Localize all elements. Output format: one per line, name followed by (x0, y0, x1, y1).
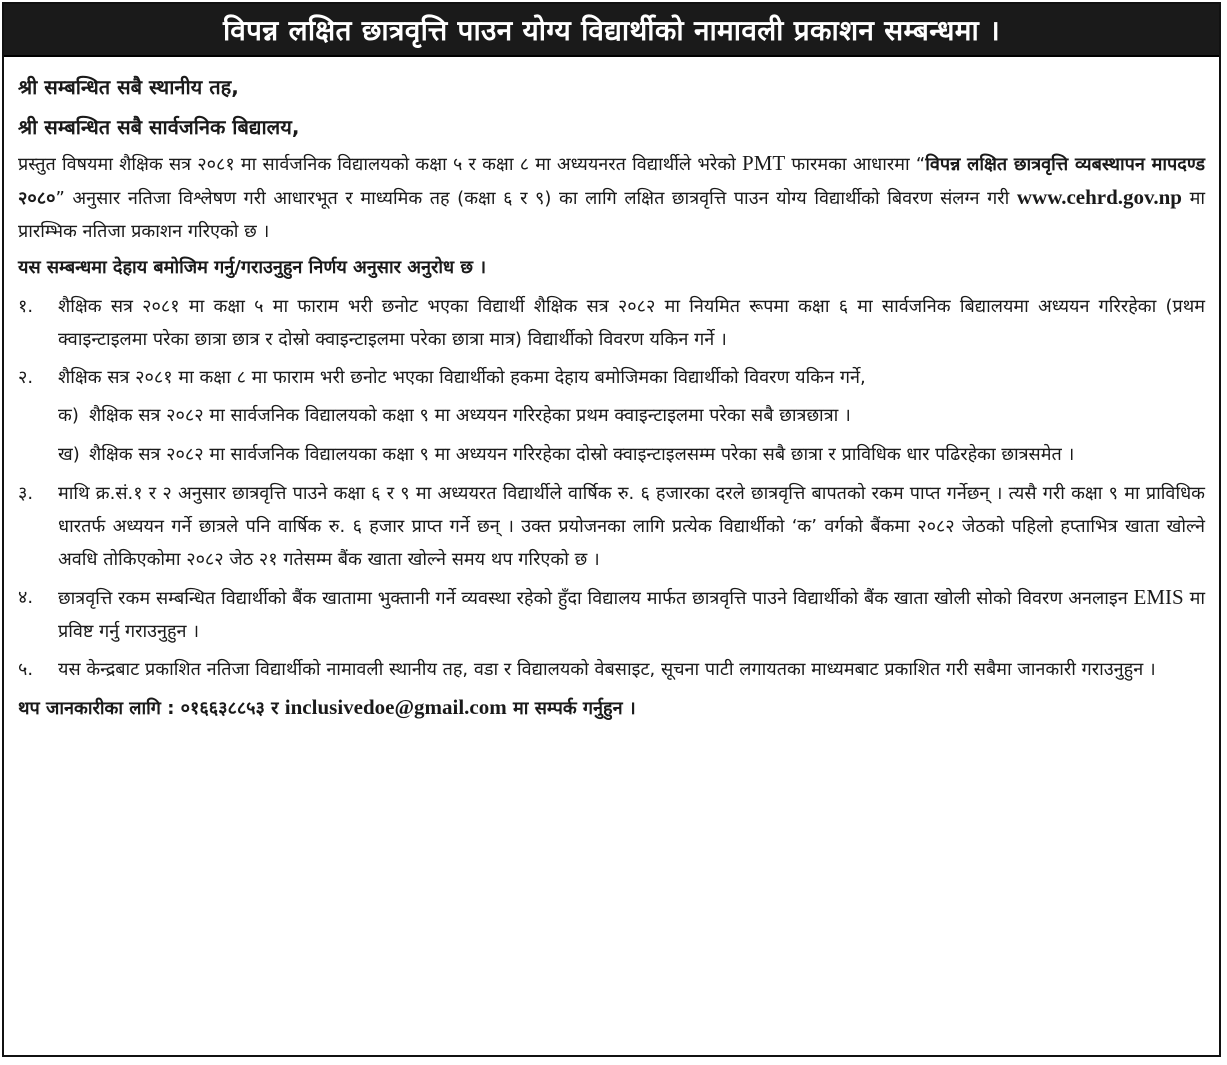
contact-footer (18, 691, 1205, 725)
list-item-5 (18, 653, 1205, 686)
item-number: ३. (18, 483, 34, 504)
item-number: २. (18, 367, 34, 388)
item-number: १. (18, 296, 34, 317)
list-item-3 (18, 477, 1205, 576)
intro-text-2: फारमका आधारमा “ (785, 154, 926, 175)
sub-item-number: ख) (58, 444, 80, 465)
list-item-4 (18, 581, 1205, 648)
list-item-1 (18, 290, 1205, 356)
intro-text-1: प्रस्तुत विषयमा शैक्षिक सत्र २०८१ मा सार्वजनिक विद्यालयको कक्षा ५ र कक्षा ८ मा अध्ययनरत विद्यार्थीले भरेको (18, 154, 743, 175)
item-text-part-2: मा प्रविष्ट गर्नु गराउनुहुन । (58, 588, 1206, 642)
sub-item-text: शैक्षिक सत्र २०८२ मा सार्वजनिक विद्यालयको कक्षा ९ मा अध्ययन गरिरहेका प्रथम क्वाइन्टाइलमा परेका सबै छात्रछात्रा । (89, 405, 851, 426)
notice-document (2, 2, 1221, 1057)
addressee-local-levels: श्री सम्बन्धित सबै स्थानीय तह, (18, 75, 239, 99)
contact-label: थप जानकारीका लागि : ०१६६३८८५३ र (18, 698, 285, 719)
intro-text-4: मा प्रारम्भिक नतिजा प्रकाशन गरिएको छ । (18, 188, 1205, 242)
item-number: ५. (18, 659, 34, 680)
notice-title: विपन्न लक्षित छात्रवृत्ति पाउन योग्य विद्यार्थीको नामावली प्रकाशन सम्बन्धमा । (4, 4, 1219, 57)
item-text (58, 581, 1205, 648)
sub-item-text: शैक्षिक सत्र २०८२ मा सार्वजनिक विद्यालयका कक्षा ९ मा अध्ययन गरिरहेका दोस्रो क्वाइन्टाइलसम्म परेका सबै छात्रा र प्राविधिक धार पढिरहेका छात्रसमेत । (89, 444, 1075, 465)
request-line: यस सम्बन्धमा देहाय बमोजिम गर्नु/गराउनुहुन निर्णय अनुसार अनुरोध छ । (18, 257, 487, 278)
sub-item-kha (58, 438, 1205, 471)
addressee-schools: श्री सम्बन्धित सबै सार्वजनिक बिद्यालय, (18, 115, 300, 139)
intro-paragraph (18, 147, 1205, 248)
contact-email[interactable]: inclusivedoe@gmail.com (284, 695, 507, 719)
website-link[interactable]: www.cehrd.gov.np (1016, 185, 1182, 209)
sub-item-ka (58, 399, 1205, 432)
contact-suffix: मा सम्पर्क गर्नुहुन । (506, 698, 636, 719)
item-text: शैक्षिक सत्र २०८१ मा कक्षा ८ मा फाराम भरी छनोट भएका विद्यार्थीको हकमा देहाय बमोजिमका विद्यार्थीको विवरण यकिन गर्ने, (58, 367, 866, 388)
item-text-part-1: छात्रवृत्ति रकम सम्बन्धित विद्यार्थीको बैंक खातामा भुक्तानी गर्ने व्यवस्था रहेको हुँदा विद्यालय मार्फत छात्रवृत्ति पाउने विद्यार्थीको बैंक खाता खोली सोको विवरण अनलाइन (58, 588, 1134, 609)
notice-body (4, 57, 1219, 725)
item-number: ४. (18, 587, 34, 608)
pmt-label: PMT (742, 151, 786, 175)
item-text: शैक्षिक सत्र २०८१ मा कक्षा ५ मा फाराम भरी छनोट भएका विद्यार्थी शैक्षिक सत्र २०८२ मा नियमित रूपमा कक्षा ६ मा सार्वजनिक बिद्यालयमा अध्ययन गरिरहेका (प्रथम क्वाइन्टाइलमा परेका छात्रा छात्र र दोस्रो क्वाइन्टाइलमा परेका छात्रा मात्र) विद्यार्थीको विवरण यकिन गर्ने । (58, 296, 1205, 350)
item-text: यस केन्द्रबाट प्रकाशित नतिजा विद्यार्थीको नामावली स्थानीय तह, वडा र विद्यालयको वेबसाइट, सूचना पाटी लगायतका माध्यमबाट प्रकाशित गरी सबैमा जानकारी गराउनुहुन । (58, 659, 1156, 680)
emis-label: EMIS (1133, 585, 1184, 609)
item-text: माथि क्र.सं.१ र २ अनुसार छात्रवृत्ति पाउने कक्षा ६ र ९ मा अध्ययरत विद्यार्थीले वार्षिक रु. ६ हजारका दरले छात्रवृत्ति बापतको रकम पाप्त गर्नेछन् । त्यसै गरी कक्षा ९ मा प्राविधिक धारतर्फ अध्ययन गर्ने छात्रले पनि वार्षिक रु. ६ हजार प्राप्त गर्ने छन् । उक्त प्रयोजनका लागि प्रत्येक विद्यार्थीको ‘क’ वर्गको बैंकमा २०८२ जेठको पहिलो हप्ताभित्र खाता खोल्ने अवधि तोकिएकोमा २०८२ जेठ २१ गतेसम्म बैंक खाता खोल्ने समय थप गरिएको छ । (58, 483, 1205, 570)
sub-item-number: क) (58, 405, 79, 426)
criteria-name: विपन्न लक्षित छात्रवृत्ति व्यबस्थापन मापदण्ड २०८० (18, 154, 1206, 209)
list-item-2 (18, 361, 1205, 394)
intro-text-3: ” अनुसार नतिजा विश्लेषण गरी आधारभूत र माध्यमिक तह (कक्षा ६ र ९) का लागि लक्षित छात्रवृत्ति पाउन योग्य विद्यार्थीको बिवरण संलग्न गरी (55, 188, 1017, 209)
